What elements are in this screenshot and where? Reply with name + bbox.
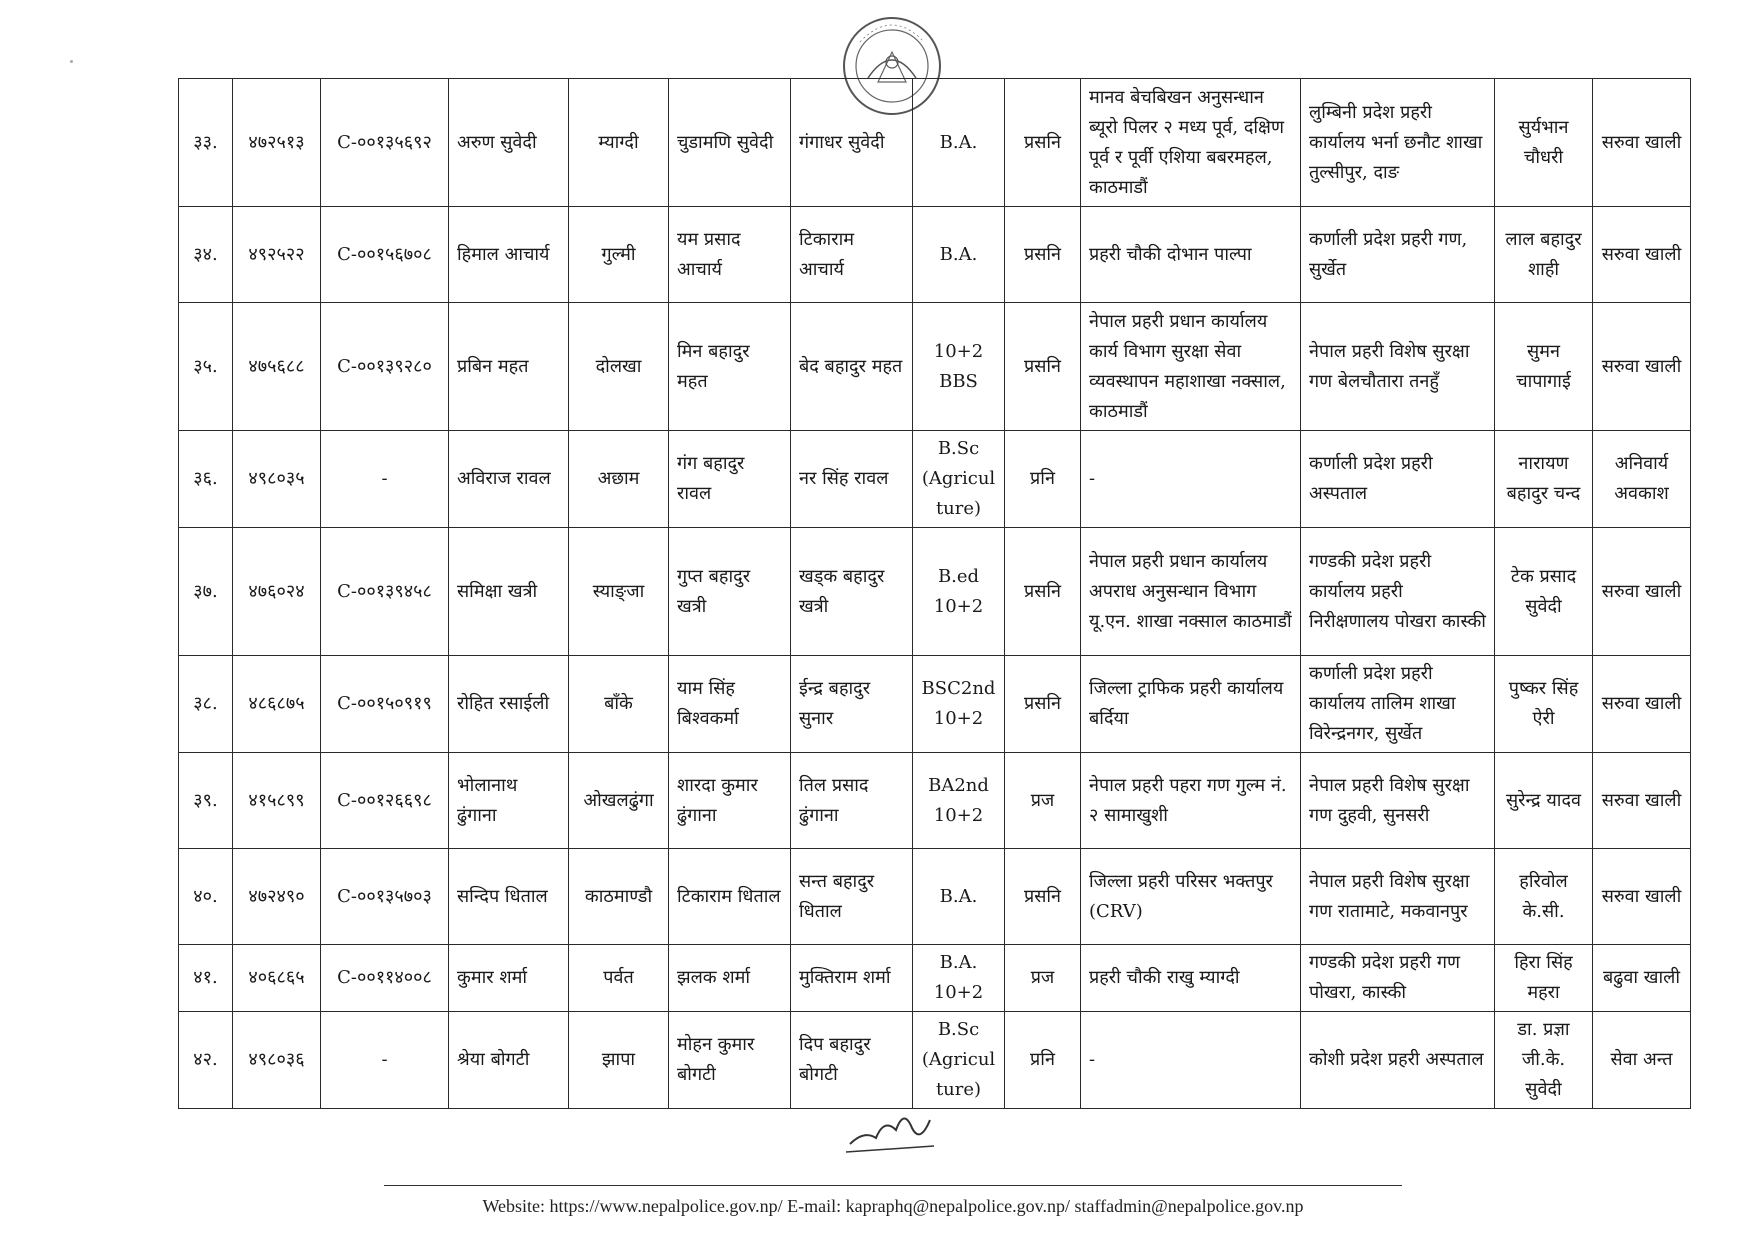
education-cell: B.Sc (Agriculture)	[913, 1012, 1005, 1109]
table-row	[179, 528, 1691, 656]
district-cell: पर्वत	[569, 945, 669, 1012]
father-name-cell: चुडामणि सुवेदी	[669, 79, 791, 207]
table-row	[179, 849, 1691, 945]
serial-number-cell: ३५.	[179, 303, 233, 431]
officer-name-cell: सुमन चापागाई	[1495, 303, 1593, 431]
employee-id-cell: ४९८०३६	[233, 1012, 321, 1109]
signature-mark	[840, 1100, 940, 1158]
remark-cell: बढुवा खाली	[1593, 945, 1691, 1012]
remark-cell: सरुवा खाली	[1593, 207, 1691, 303]
footer-contact: Website: https://www.nepalpolice.gov.np/ E-mail: kapraphq@nepalpolice.gov.np/ staffadmin@nepalpolice.gov.np	[482, 1196, 1304, 1216]
officer-name-cell: सुर्यभान चौधरी	[1495, 79, 1593, 207]
father-name-cell: झलक शर्मा	[669, 945, 791, 1012]
table-row	[179, 207, 1691, 303]
service-code-cell: C-००१३५७०३	[321, 849, 449, 945]
remark-cell: सरुवा खाली	[1593, 303, 1691, 431]
table-row	[179, 431, 1691, 528]
employee-name-cell: रोहित रसाईली	[449, 656, 569, 753]
service-code-cell: -	[321, 1012, 449, 1109]
district-cell: दोलखा	[569, 303, 669, 431]
father-name-cell: याम सिंह बिश्वकर्मा	[669, 656, 791, 753]
father-name-cell: यम प्रसाद आचार्य	[669, 207, 791, 303]
new-posting-cell: नेपाल प्रहरी विशेष सुरक्षा गण रातामाटे, मकवानपुर	[1301, 849, 1495, 945]
officer-name-cell: हिरा सिंह महरा	[1495, 945, 1593, 1012]
district-cell: ओखलढुंगा	[569, 753, 669, 849]
father-name-cell: गंग बहादुर रावल	[669, 431, 791, 528]
table-row	[179, 753, 1691, 849]
serial-number-cell: ३७.	[179, 528, 233, 656]
employee-id-cell: ४१५८९९	[233, 753, 321, 849]
officer-name-cell: नारायण बहादुर चन्द	[1495, 431, 1593, 528]
employee-id-cell: ४७२४९०	[233, 849, 321, 945]
father-name-cell: मिन बहादुर महत	[669, 303, 791, 431]
current-posting-cell: नेपाल प्रहरी प्रधान कार्यालय अपराध अनुसन्धान विभाग यू.एन. शाखा नक्साल काठमाडौं	[1081, 528, 1301, 656]
education-cell: BSC2nd 10+2	[913, 656, 1005, 753]
employee-id-cell: ४७२५१३	[233, 79, 321, 207]
employee-name-cell: हिमाल आचार्य	[449, 207, 569, 303]
table-row	[179, 656, 1691, 753]
grandfather-name-cell: ईन्द्र बहादुर सुनार	[791, 656, 913, 753]
current-posting-cell: मानव बेचबिखन अनुसन्धान ब्यूरो पिलर २ मध्य पूर्व, दक्षिण पूर्व र पूर्वी एशिया बबरमहल, काठमाडौं	[1081, 79, 1301, 207]
rank-cell: प्रसनि	[1005, 656, 1081, 753]
officer-name-cell: लाल बहादुर शाही	[1495, 207, 1593, 303]
district-cell: गुल्मी	[569, 207, 669, 303]
serial-number-cell: ४२.	[179, 1012, 233, 1109]
remark-cell: सरुवा खाली	[1593, 656, 1691, 753]
employee-name-cell: समिक्षा खत्री	[449, 528, 569, 656]
grandfather-name-cell: बेद बहादुर महत	[791, 303, 913, 431]
father-name-cell: मोहन कुमार बोगटी	[669, 1012, 791, 1109]
remark-cell: सरुवा खाली	[1593, 753, 1691, 849]
remark-cell: सेवा अन्त	[1593, 1012, 1691, 1109]
current-posting-cell: प्रहरी चौकी दोभान पाल्पा	[1081, 207, 1301, 303]
table-row	[179, 79, 1691, 207]
education-cell: 10+2 BBS	[913, 303, 1005, 431]
footer-rule	[384, 1185, 1402, 1186]
employee-id-cell: ४९२५२२	[233, 207, 321, 303]
education-cell: B.A.	[913, 79, 1005, 207]
father-name-cell: शारदा कुमार ढुंगाना	[669, 753, 791, 849]
employee-name-cell: प्रबिन महत	[449, 303, 569, 431]
service-code-cell: C-००१५६७०८	[321, 207, 449, 303]
employee-id-cell: ४९८०३५	[233, 431, 321, 528]
district-cell: अछाम	[569, 431, 669, 528]
employee-name-cell: अरुण सुवेदी	[449, 79, 569, 207]
employee-name-cell: अविराज रावल	[449, 431, 569, 528]
current-posting-cell: प्रहरी चौकी राखु म्याग्दी	[1081, 945, 1301, 1012]
rank-cell: प्रनि	[1005, 1012, 1081, 1109]
education-cell: BA2nd 10+2	[913, 753, 1005, 849]
new-posting-cell: लुम्बिनी प्रदेश प्रहरी कार्यालय भर्ना छनौट शाखा तुल्सीपुर, दाङ	[1301, 79, 1495, 207]
employee-name-cell: श्रेया बोगटी	[449, 1012, 569, 1109]
serial-number-cell: ३८.	[179, 656, 233, 753]
education-cell: B.ed 10+2	[913, 528, 1005, 656]
officer-name-cell: टेक प्रसाद सुवेदी	[1495, 528, 1593, 656]
table-row	[179, 945, 1691, 1012]
officer-name-cell: पुष्कर सिंह ऐरी	[1495, 656, 1593, 753]
new-posting-cell: नेपाल प्रहरी विशेष सुरक्षा गण बेलचौतारा तनहुँ	[1301, 303, 1495, 431]
rank-cell: प्रज	[1005, 945, 1081, 1012]
service-code-cell: C-००१२६६९८	[321, 753, 449, 849]
grandfather-name-cell: टिकाराम आचार्य	[791, 207, 913, 303]
new-posting-cell: कर्णाली प्रदेश प्रहरी कार्यालय तालिम शाखा विरेन्द्रनगर, सुर्खेत	[1301, 656, 1495, 753]
grandfather-name-cell: गंगाधर सुवेदी	[791, 79, 913, 207]
employee-name-cell: भोलानाथ ढुंगाना	[449, 753, 569, 849]
serial-number-cell: ३६.	[179, 431, 233, 528]
transfer-roster-table	[178, 78, 1691, 1109]
employee-name-cell: कुमार शर्मा	[449, 945, 569, 1012]
serial-number-cell: ३४.	[179, 207, 233, 303]
current-posting-cell: -	[1081, 1012, 1301, 1109]
employee-id-cell: ४८६८७५	[233, 656, 321, 753]
rank-cell: प्रनि	[1005, 431, 1081, 528]
service-code-cell: -	[321, 431, 449, 528]
new-posting-cell: कर्णाली प्रदेश प्रहरी गण, सुर्खेत	[1301, 207, 1495, 303]
district-cell: झापा	[569, 1012, 669, 1109]
grandfather-name-cell: मुक्तिराम शर्मा	[791, 945, 913, 1012]
employee-name-cell: सन्दिप धिताल	[449, 849, 569, 945]
father-name-cell: टिकाराम धिताल	[669, 849, 791, 945]
service-code-cell: C-००१३५६९२	[321, 79, 449, 207]
service-code-cell: C-००१३९४५८	[321, 528, 449, 656]
district-cell: म्याग्दी	[569, 79, 669, 207]
education-cell: B.A.	[913, 207, 1005, 303]
rank-cell: प्रसनि	[1005, 79, 1081, 207]
rank-cell: प्रज	[1005, 753, 1081, 849]
rank-cell: प्रसनि	[1005, 303, 1081, 431]
district-cell: बाँके	[569, 656, 669, 753]
education-cell: B.A.	[913, 849, 1005, 945]
rank-cell: प्रसनि	[1005, 849, 1081, 945]
table-row	[179, 1012, 1691, 1109]
service-code-cell: C-००१३९२८०	[321, 303, 449, 431]
officer-name-cell: सुरेन्द्र यादव	[1495, 753, 1593, 849]
officer-name-cell: डा. प्रज्ञा जी.के. सुवेदी	[1495, 1012, 1593, 1109]
grandfather-name-cell: नर सिंह रावल	[791, 431, 913, 528]
father-name-cell: गुप्त बहादुर खत्री	[669, 528, 791, 656]
education-cell: B.A. 10+2	[913, 945, 1005, 1012]
district-cell: स्याङ्जा	[569, 528, 669, 656]
current-posting-cell: नेपाल प्रहरी प्रधान कार्यालय कार्य विभाग सुरक्षा सेवा व्यवस्थापन महाशाखा नक्साल, काठमाडौं	[1081, 303, 1301, 431]
new-posting-cell: कर्णाली प्रदेश प्रहरी अस्पताल	[1301, 431, 1495, 528]
serial-number-cell: ४०.	[179, 849, 233, 945]
current-posting-cell: जिल्ला प्रहरी परिसर भक्तपुर (CRV)	[1081, 849, 1301, 945]
education-cell: B.Sc (Agriculture)	[913, 431, 1005, 528]
remark-cell: अनिवार्य अवकाश	[1593, 431, 1691, 528]
district-cell: काठमाण्डौ	[569, 849, 669, 945]
current-posting-cell: नेपाल प्रहरी पहरा गण गुल्म नं. २ सामाखुशी	[1081, 753, 1301, 849]
scan-speck	[70, 60, 73, 63]
new-posting-cell: गण्डकी प्रदेश प्रहरी गण पोखरा, कास्की	[1301, 945, 1495, 1012]
current-posting-cell: जिल्ला ट्राफिक प्रहरी कार्यालय बर्दिया	[1081, 656, 1301, 753]
current-posting-cell: -	[1081, 431, 1301, 528]
new-posting-cell: नेपाल प्रहरी विशेष सुरक्षा गण दुहवी, सुनसरी	[1301, 753, 1495, 849]
employee-id-cell: ४०६८६५	[233, 945, 321, 1012]
serial-number-cell: ३९.	[179, 753, 233, 849]
serial-number-cell: ४१.	[179, 945, 233, 1012]
remark-cell: सरुवा खाली	[1593, 528, 1691, 656]
service-code-cell: C-००१५०९१९	[321, 656, 449, 753]
grandfather-name-cell: दिप बहादुर बोगटी	[791, 1012, 913, 1109]
remark-cell: सरुवा खाली	[1593, 849, 1691, 945]
new-posting-cell: गण्डकी प्रदेश प्रहरी कार्यालय प्रहरी निरीक्षणालय पोखरा कास्की	[1301, 528, 1495, 656]
grandfather-name-cell: तिल प्रसाद ढुंगाना	[791, 753, 913, 849]
service-code-cell: C-००११४००८	[321, 945, 449, 1012]
officer-name-cell: हरिवोल के.सी.	[1495, 849, 1593, 945]
rank-cell: प्रसनि	[1005, 207, 1081, 303]
employee-id-cell: ४७५६८८	[233, 303, 321, 431]
grandfather-name-cell: खड्क बहादुर खत्री	[791, 528, 913, 656]
remark-cell: सरुवा खाली	[1593, 79, 1691, 207]
grandfather-name-cell: सन्त बहादुर धिताल	[791, 849, 913, 945]
serial-number-cell: ३३.	[179, 79, 233, 207]
table-row	[179, 303, 1691, 431]
new-posting-cell: कोशी प्रदेश प्रहरी अस्पताल	[1301, 1012, 1495, 1109]
rank-cell: प्रसनि	[1005, 528, 1081, 656]
employee-id-cell: ४७६०२४	[233, 528, 321, 656]
